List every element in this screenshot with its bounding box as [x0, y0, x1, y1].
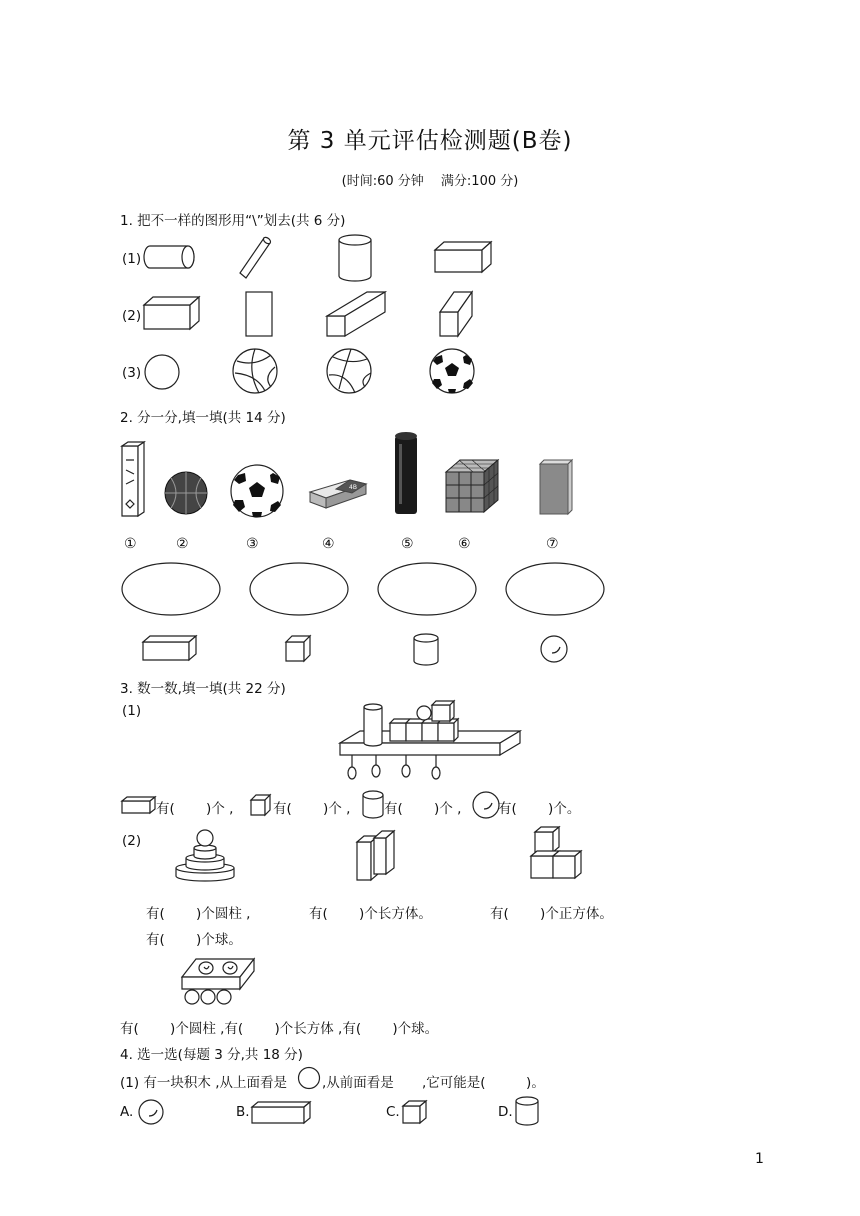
stacked-cubes-illustration [529, 826, 587, 882]
option-a-label[interactable]: A. [120, 1104, 134, 1120]
q4-item1-middle: ,从前面看是 [322, 1075, 394, 1091]
eraser-icon[interactable] [306, 470, 370, 510]
cube-icon [249, 793, 273, 817]
rectangle-face-icon[interactable] [244, 290, 274, 338]
q4-item1-prefix: (1) 有一块积木 ,从上面看是 [120, 1075, 287, 1091]
item-number: ③ [246, 536, 259, 552]
sphere-icon[interactable] [137, 1098, 165, 1126]
page-title: 第 3 单元评估检测题(B卷) [287, 128, 573, 154]
svg-text:4B: 4B [349, 484, 357, 491]
q1-row1-label: (1) [122, 251, 142, 267]
sphere-count-blank[interactable]: 有( )个球。 [146, 932, 242, 948]
option-c-label[interactable]: C. [386, 1104, 400, 1120]
item-number: ④ [322, 536, 335, 552]
horizontal-cylinder-icon[interactable] [144, 244, 198, 272]
thermos-bottle-icon[interactable] [392, 430, 420, 516]
upright-cylinder-icon[interactable] [336, 233, 376, 283]
item-number: ① [124, 536, 137, 552]
question-2-heading: 2. 分一分,填一填(共 14 分) [120, 410, 286, 426]
thin-cylinder-rod-icon[interactable] [236, 234, 276, 282]
cylinder-count-blank[interactable]: 有( )个 , [384, 801, 462, 817]
answer-ellipse[interactable] [376, 561, 478, 617]
page-number: 1 [755, 1151, 764, 1167]
cylinder-icon[interactable] [514, 1096, 540, 1128]
stacked-cylinders-ball-illustration [172, 824, 238, 882]
item-number: ⑤ [401, 536, 414, 552]
milk-carton-icon[interactable] [118, 440, 148, 520]
sphere-icon [472, 791, 500, 819]
q3-part2-label: (2) [122, 833, 142, 849]
item-number: ② [176, 536, 189, 552]
question-1-heading: 1. 把不一样的图形用“\”划去(共 6 分) [120, 213, 346, 229]
soccer-ball-icon[interactable] [428, 347, 476, 395]
volleyball-icon[interactable] [231, 347, 279, 395]
circle-top-view-icon [297, 1066, 321, 1090]
block-car-illustration [338, 697, 524, 783]
stacked-cuboids-illustration [354, 828, 402, 884]
cuboid-icon[interactable] [433, 240, 495, 276]
cuboid-icon[interactable] [142, 296, 204, 332]
cuboid-icon[interactable] [250, 1100, 314, 1126]
item-number: ⑥ [458, 536, 471, 552]
q1-row3-label: (3) [122, 365, 142, 381]
long-cuboid-icon[interactable] [325, 290, 389, 338]
basketball-icon[interactable] [163, 470, 209, 516]
exam-info: (时间:60 分钟 满分:100 分) [341, 174, 519, 189]
cylinder-icon [361, 790, 385, 820]
tall-cuboid-icon[interactable] [438, 290, 476, 338]
question-3-heading: 3. 数一数,填一填(共 22 分) [120, 681, 286, 697]
cuboid-count-blank[interactable]: 有( )个长方体。 [309, 906, 432, 922]
book-icon[interactable] [538, 458, 576, 518]
cube-count-blank[interactable]: 有( )个正方体。 [490, 906, 613, 922]
q1-row2-label: (2) [122, 308, 142, 324]
q4-item1-suffix[interactable]: ,它可能是( )。 [422, 1075, 545, 1091]
cuboid-count-blank[interactable]: 有( )个 , [156, 801, 234, 817]
q3-part1-label: (1) [122, 703, 142, 719]
toy-car-count-blanks[interactable]: 有( )个圆柱 ,有( )个长方体 ,有( )个球。 [120, 1021, 439, 1037]
option-b-label[interactable]: B. [236, 1104, 250, 1120]
answer-ellipse[interactable] [504, 561, 606, 617]
cylinder-icon [412, 633, 442, 667]
soccer-ball-icon[interactable] [229, 463, 285, 519]
item-number: ⑦ [546, 536, 559, 552]
toy-car-illustration [178, 955, 258, 1007]
volleyball-icon[interactable] [325, 347, 373, 395]
cylinder-count-blank[interactable]: 有( )个圆柱 , [146, 906, 251, 922]
cuboid-icon [141, 634, 201, 662]
option-d-label[interactable]: D. [498, 1104, 513, 1120]
sphere-count-blank[interactable]: 有( )个。 [498, 801, 581, 817]
cuboid-icon [120, 795, 158, 815]
cube-icon[interactable] [401, 1099, 429, 1125]
answer-ellipse[interactable] [248, 561, 350, 617]
answer-ellipse[interactable] [120, 561, 222, 617]
cube-count-blank[interactable]: 有( )个 , [273, 801, 351, 817]
rubiks-cube-icon[interactable] [444, 458, 500, 516]
cube-icon [284, 634, 314, 664]
sphere-icon [540, 635, 570, 665]
question-4-heading: 4. 选一选(每题 3 分,共 18 分) [120, 1047, 303, 1063]
circle-icon[interactable] [143, 353, 181, 391]
